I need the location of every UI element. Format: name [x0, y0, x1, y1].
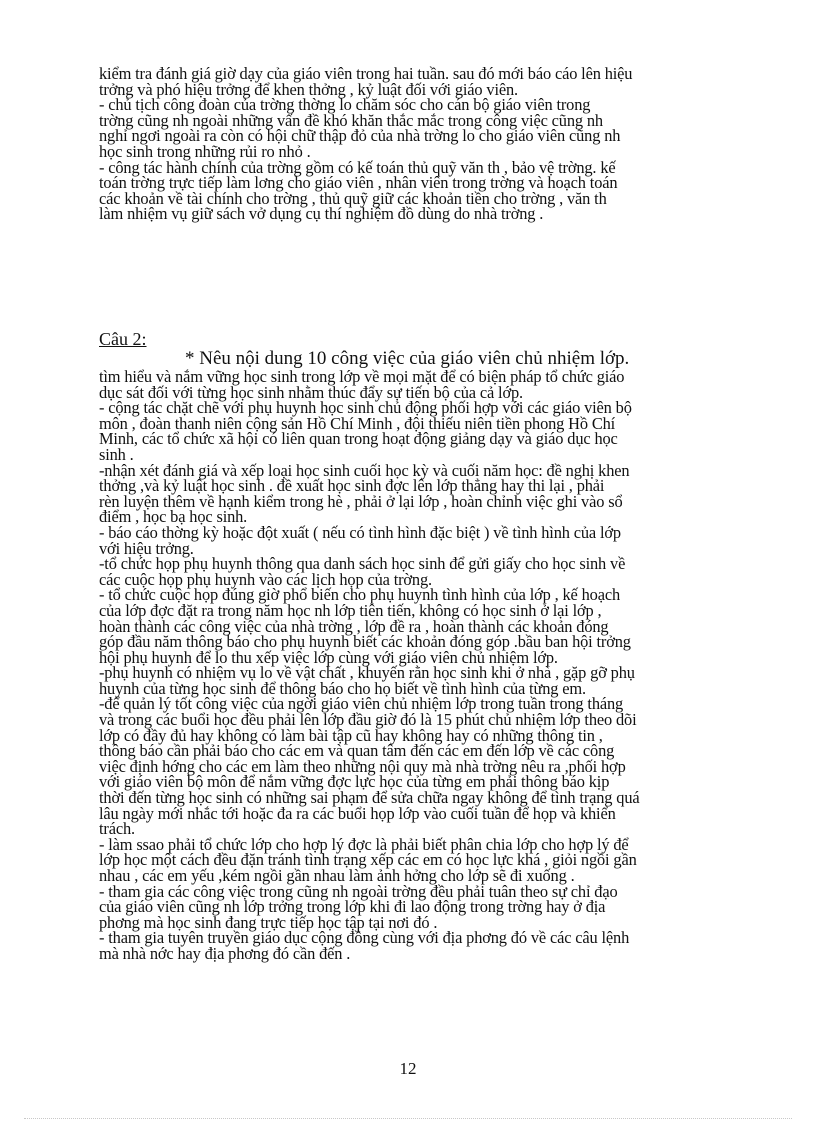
text-line: của lớp đợc đặt ra trong năm học nh lớp tiên tiến, không có học sinh ở lại lớp ,: [99, 600, 602, 620]
text-line: thởng ,và kỷ luật học sinh . đề xuất học sinh đợc lên lớp thẳng hay thi lại , phải: [99, 476, 605, 496]
text-line: huynh của từng học sinh để thông báo cho họ biết về tình hình của từng em.: [99, 678, 586, 698]
text-line: dục sát đối với từng học sinh nhằm thúc đẩy sự tiến bộ của cả lớp.: [99, 382, 523, 402]
text-line: trờng cũng nh ngoài những vấn đề khó khăn thắc mắc trong công việc cũng nh: [99, 110, 603, 130]
text-line: mà nhà nớc hay địa phơng đó cần đến .: [99, 943, 351, 963]
text-block-top: [99, 66, 749, 222]
text-line: thông báo cần phải báo cho các em và quan tâm đến các em đến lớp về các công: [99, 741, 615, 761]
text-line: việc định hớng cho các em làm theo những nội quy mà nhà trờng nêu ra ,phối hợp: [99, 756, 626, 776]
page-number: 12: [399, 1059, 417, 1078]
text-line: với giáo viên bộ môn để nắm vững đợc lực học của từng em phải thông báo kịp: [99, 772, 610, 792]
text-line: - cộng tác chặt chẽ với phụ huynh học sinh chủ động phối hợp với các giáo viên bộ: [99, 398, 632, 418]
text-line: góp đầu năm thông báo cho phụ huynh biết các khoản đóng góp .bầu ban hội trởng: [99, 632, 631, 652]
text-line: nghỉ ngơi ngoài ra còn có hội chữ thập đỏ của nhà trờng lo cho giáo viên cũng nh: [99, 126, 621, 146]
text-line: môn , đoàn thanh niên cộng sản Hồ Chí Minh , đội thiếu niên tiền phong Hồ Chí: [99, 413, 616, 433]
text-line: thời đến từng học sinh có những sai phạm để sửa chữa ngay không để tình trạng quá: [99, 788, 640, 808]
text-line: các cuộc họp phụ huynh vào các lịch họp của trờng.: [99, 569, 432, 589]
text-line: tìm hiểu và nắm vững học sinh trong lớp về mọi mặt để có biện pháp tổ chức giáo: [99, 367, 625, 386]
page-bottom-rule: [24, 1118, 792, 1119]
text-line: - tổ chức cuộc họp đúng giờ phổ biến cho phụ huynh tình hình của lớp , kế hoạch: [99, 585, 621, 605]
text-line: - tham gia các công việc trong cũng nh ngoài trờng đều phải tuân theo sự chỉ đạo: [99, 881, 618, 901]
text-line: các khoản về tài chính cho trờng , thủ quỹ giữ các khoản tiền cho trờng , văn th: [99, 188, 607, 208]
text-line: lớp có đầy đủ hay không có làm bài tập cũ hay không hay có những thông tin ,: [99, 725, 603, 745]
text-line: -nhận xét đánh giá và xếp loại học sinh cuối học kỳ và cuối năm học: đề nghị khen: [99, 460, 630, 480]
text-line: và trong các buổi học đều phải lên lớp đầu giờ đó là 15 phút chủ nhiệm lớp theo dõi: [99, 710, 637, 730]
question-heading: * Nêu nội dung 10 công việc của giáo viên chủ nhiệm lớp.: [185, 348, 630, 369]
text-line: toán trờng trực tiếp làm lơng cho giáo viên , nhân viên trong trờng và hoạch toán: [99, 173, 618, 193]
text-line: - công tác hành chính của trờng gồm có kế toán thủ quỹ văn th , bảo vệ trờng. kế: [99, 157, 616, 177]
text-line: trởng và phó hiệu trởng để khen thởng , kỷ luật đối với giáo viên.: [99, 79, 518, 99]
text-line: kiểm tra đánh giá giờ dạy của giáo viên trong hai tuần. sau đó mới báo cáo lên hiệu: [99, 64, 633, 83]
text-line: Minh, các tổ chức xã hội có liên quan trong hoạt động giảng dạy và giáo dục học: [99, 429, 618, 449]
text-line: trách.: [99, 819, 135, 839]
text-line: -tổ chức họp phụ huynh thông qua danh sách học sinh để gửi giấy cho học sinh về: [99, 554, 626, 574]
text-line: của giáo viên cũng nh lớp trởng trong lớp khi đi lao động trong trờng hay ở địa: [99, 897, 606, 917]
text-line: lớp học một cách đều đặn tránh tình trạng xếp các em có học lực khá , giỏi ngồi gần: [99, 850, 637, 870]
text-line: hoàn thành các công việc của nhà trờng , lớp đề ra , hoàn thành các khoản đóng: [99, 616, 609, 636]
text-line: - báo cáo thờng kỳ hoặc đột xuất ( nếu có tình hình đặc biệt ) về tình hình của lớp: [99, 522, 621, 542]
question-label: Câu 2:: [99, 329, 147, 349]
text-line: học sinh trong những rủi ro nhỏ .: [99, 141, 311, 161]
text-line: - chủ tịch công đoàn của trờng thờng lo chăm sóc cho cán bộ giáo viên trong: [99, 95, 591, 115]
text-line: với hiệu trởng.: [99, 538, 194, 558]
text-line: sinh .: [99, 444, 134, 464]
text-line: - tham gia tuyên truyền giáo dục cộng đồng cùng với địa phơng đó về các câu lệnh: [99, 928, 630, 948]
text-line: hội phụ huynh để lo thu xếp việc lớp cùng với giáo viên chủ nhiệm lớp.: [99, 647, 558, 667]
text-line: lâu ngày mới nhắc tới hoặc đa ra các buổi họp lớp vào cuối tuần để họp và khiển: [99, 803, 616, 823]
text-block-main: [99, 369, 749, 962]
text-line: - làm ssao phải tổ chức lớp cho hợp lý đợc là phải biết phân chia lớp cho hợp lý để: [99, 834, 629, 854]
text-line: nhau , các em yếu ,kém ngồi gần nhau làm ảnh hởng cho lớp sẽ đi xuống .: [99, 866, 575, 885]
text-line: -để quản lý tốt công việc của ngời giáo viên chủ nhiệm lớp trong tuần trong tháng: [99, 694, 624, 714]
text-line: điểm , học bạ học sinh.: [99, 507, 248, 527]
text-line: làm nhiệm vụ giữ sách vở dụng cụ thí nghiệm đồ dùng do nhà trờng .: [99, 204, 544, 224]
text-line: rèn luyện thêm về hạnh kiểm trong hè , phải ở lại lớp , hoàn chỉnh việc ghi vào sổ: [99, 491, 623, 511]
text-line: -phụ huynh có nhiệm vụ lo về vật chất , khuyến rằn học sinh khi ở nhà , gặp gỡ phụ: [99, 663, 635, 683]
text-line: phơng mà học sinh đang trực tiếp học tập tại nơi đó .: [99, 912, 438, 932]
